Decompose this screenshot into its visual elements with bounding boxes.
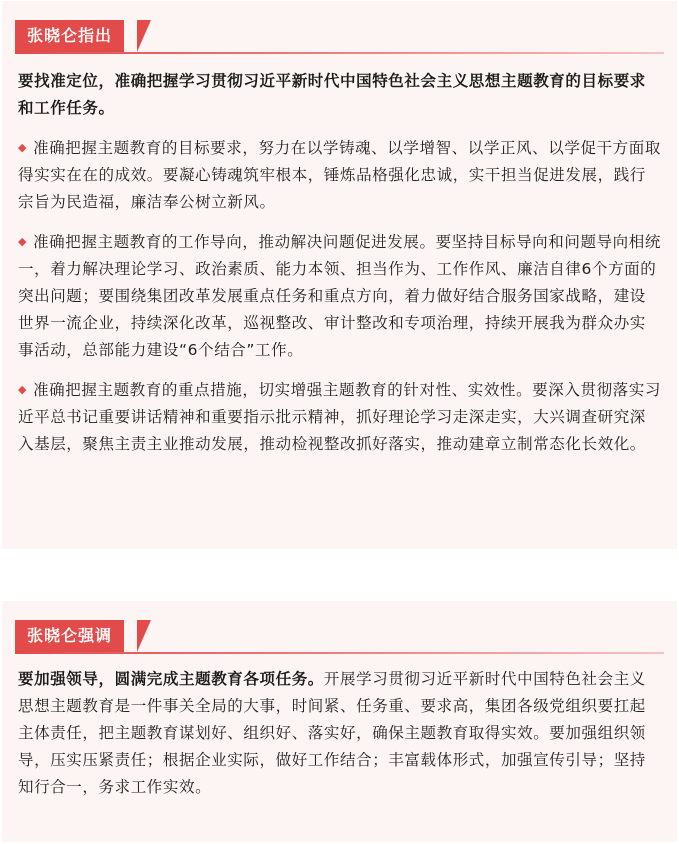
lead-paragraph: 要找准定位，准确把握学习贯彻习近平新时代中国特色社会主义思想主题教育的目标要求和工作任务。 [18, 72, 646, 117]
diamond-bullet-icon: ◆ [18, 383, 28, 396]
section-2-text [18, 666, 661, 801]
list-item: ◆ 准确把握主题教育的工作导向，推动解决问题促进发展。要坚持目标导向和问题导向相统一，着力解决理论学习、政治素质、能力本领、担当作为、工作作风、廉洁自律6个方面的突出问题；要围绕集团改革发展重点任务和重点方向，着力做好结合服务国家战略，建设世界一流企业，持续深化改革，巡视整改、审计整改和专项治理，持续开展我为群众办实事活动，总部能力建设“6个结合”工作。 [18, 233, 661, 359]
header-underline [15, 52, 664, 54]
section-card-2 [2, 601, 677, 842]
body-paragraph [18, 666, 661, 801]
diamond-bullet-icon: ◆ [18, 141, 28, 154]
section-tag-2: 张晓仑强调 [15, 620, 124, 652]
diamond-bullet-icon: ◆ [18, 235, 28, 248]
section-tag-1: 张晓仑指出 [15, 20, 124, 52]
header-underline [15, 652, 664, 654]
body-text: 开展学习贯彻习近平新时代中国特色社会主义思想主题教育是一件事关全局的大事，时间紧、任务重、要求高，集团各级党组织要扛起主体责任，把主题教育谋划好、组织好、落实好，确保主题教育取得实效。要加强组织领导，压实压紧责任；根据企业实际，做好工作结合；丰富载体形式，加强宣传引导；坚持知行合一，务求工作实效。 [18, 670, 646, 796]
section-1-text [18, 68, 661, 458]
list-item: ◆ 准确把握主题教育的目标要求，努力在以学铸魂、以学增智、以学正风、以学促干方面取得实实在在的成效。要凝心铸魂筑牢根本，锤炼品格强化忠诚，实干担当促进发展，践行宗旨为民造福，廉洁奉公树立新风。 [18, 139, 661, 211]
section-header-1 [15, 20, 664, 54]
lead-sentence: 要加强领导，圆满完成主题教育各项任务。 [18, 670, 324, 688]
list-item: ◆ 准确把握主题教育的重点措施，切实增强主题教育的针对性、实效性。要深入贯彻落实习近平总书记重要讲话精神和重要指示批示精神，抓好理论学习走深走实，大兴调查研究深入基层，聚焦主责主业推动发展，推动检视整改抓好落实，推动建章立制常态化长效化。 [18, 381, 661, 453]
section-header-2 [15, 620, 664, 654]
section-card-1 [2, 1, 677, 549]
